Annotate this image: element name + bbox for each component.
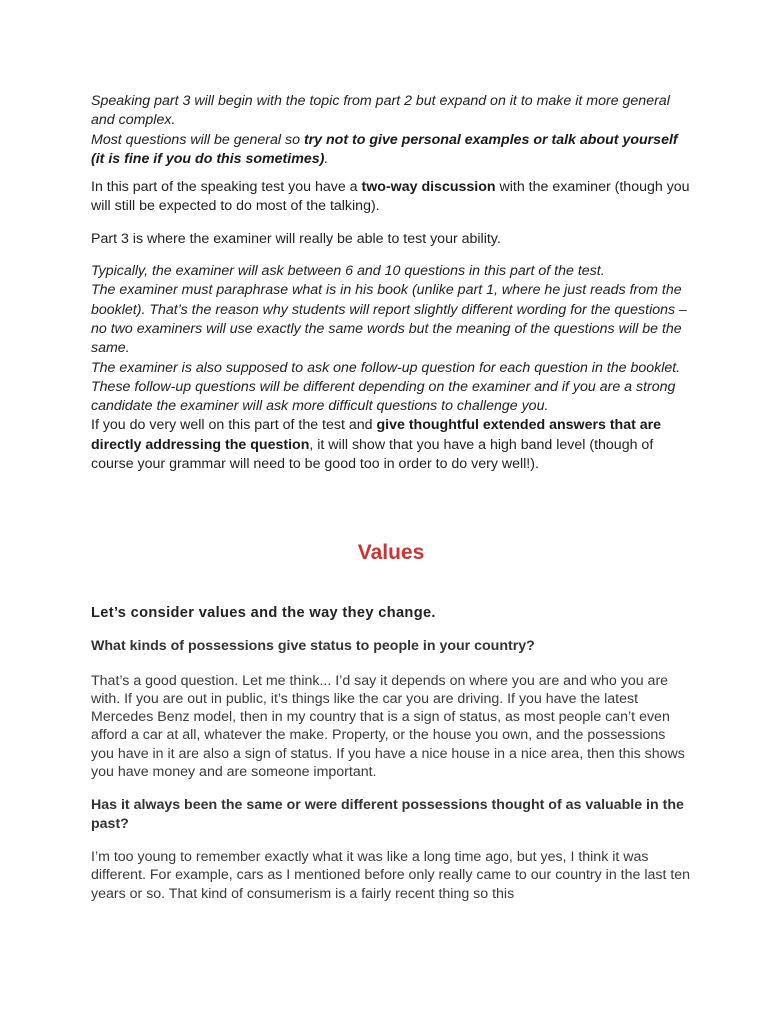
document-page xyxy=(91,92,691,903)
intro-text: The examiner is also supposed to ask one follow-up question for each question in the booklet. These follow-up questions will be different depending on the examiner and if you are a strong candidate the examiner will ask more difficult questions to challenge you. xyxy=(91,359,681,415)
intro-paragraph-2 xyxy=(91,178,691,217)
intro-text: with the examiner (though you will still be expected to do most of the talking). xyxy=(91,179,690,215)
intro-paragraph-1 xyxy=(91,92,691,169)
intro-emphasis: try not to give personal examples or talk about yourself (it is fine if you do this sometimes) xyxy=(91,131,678,167)
intro-text: Speaking part 3 will begin with the topic from part 2 but expand on it to make it more general and complex. xyxy=(91,93,670,129)
answer-2: I’m too young to remember exactly what it was like a long time ago, but yes, I think it was different. For example, cars as I mentioned before only really came to our country in the last ten years or so. That kind of consumerism is a fairly recent thing so this xyxy=(91,849,691,902)
intro-text: , it will show that you have a high band level (though of course your grammar will need to be good too in order to do very well!). xyxy=(91,436,654,473)
question-1: What kinds of possessions give status to people in your country? xyxy=(91,638,535,655)
answer-1: That’s a good question. Let me think... I’d say it depends on where you are and who you are with. If you are out in public, it’s things like the car you are driving. If you have the latest Mercedes Benz model, then in my country that is a sign of status, as most people can’t even afford a car at all, whatever the make. Property, or the house you own, and the possessions you have in it are also a sign of status. If you have a nice house in a nice area, then this shows you have money and are someone important. xyxy=(91,672,685,780)
intro-paragraph-5 xyxy=(91,416,691,474)
intro-emphasis: two-way discussion xyxy=(361,179,496,196)
section-subtitle: Let’s consider values and the way they change. xyxy=(91,605,436,622)
intro-text: . xyxy=(324,150,329,167)
intro-text: In this part of the speaking test you have a xyxy=(91,179,362,196)
intro-paragraph-4 xyxy=(91,262,691,416)
intro-text: The examiner must paraphrase what is in his book (unlike part 1, where he just reads from the booklet). That’s the reason why students will report slightly different wording for the questions – no two examiners will use exactly the same words but the meaning of the questions will be the same. xyxy=(91,282,687,357)
intro-emphasis: give thoughtful extended answers that are directly addressing the question xyxy=(91,417,662,453)
intro-text: Most questions will be general so xyxy=(91,131,304,148)
question-2: Has it always been the same or were different possessions thought of as valuable in the past? xyxy=(91,797,684,832)
section-title: Values xyxy=(357,541,425,565)
intro-paragraph-3: Part 3 is where the examiner will really be able to test your ability. xyxy=(91,230,501,247)
intro-text: Typically, the examiner will ask between 6 and 10 questions in this part of the test. xyxy=(91,263,605,280)
intro-text: If you do very well on this part of the test and xyxy=(91,417,377,434)
